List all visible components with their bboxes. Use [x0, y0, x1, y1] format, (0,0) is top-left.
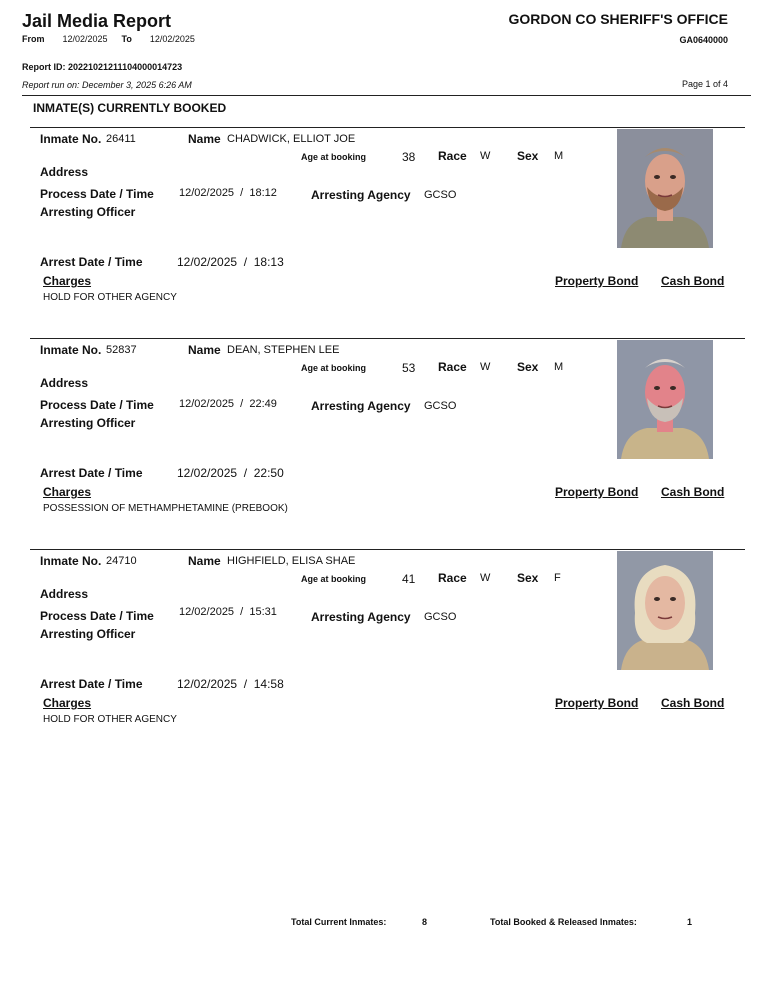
arrest-datetime: 12/02/2025 / 18:13: [177, 255, 284, 269]
from-date: 12/02/2025: [62, 34, 108, 44]
report-id: Report ID: 20221021211104000014723: [22, 62, 183, 72]
age-label: Age at booking: [301, 152, 366, 162]
section-title: INMATE(S) CURRENTLY BOOKED: [33, 101, 227, 115]
photo-eye: [670, 386, 676, 390]
race-label: Race: [438, 360, 467, 374]
race-value: W: [480, 361, 491, 373]
property-bond-label: Property Bond: [555, 274, 639, 288]
process-date: 12/02/2025: [179, 606, 235, 618]
process-label: Process Date / Time: [40, 187, 154, 201]
sex-label: Sex: [517, 571, 539, 585]
agency-label: Arresting Agency: [311, 188, 411, 202]
inmate-name: HIGHFIELD, ELISA SHAE: [227, 555, 356, 567]
cash-bond-label: Cash Bond: [661, 274, 725, 288]
mugshot-image: [617, 340, 713, 459]
process-time: 18:12: [249, 187, 277, 199]
report-run-on: Report run on: December 3, 2025 6:26 AM: [22, 80, 192, 90]
process-date: 12/02/2025: [179, 398, 235, 410]
agency-value: GCSO: [424, 611, 457, 623]
charges-label: Charges: [43, 274, 92, 288]
page-number: Page 1 of 4: [681, 79, 728, 89]
sex-value: M: [554, 361, 564, 373]
race-value: W: [480, 150, 491, 162]
arrest-datetime: 12/02/2025 / 14:58: [177, 677, 284, 691]
address-label: Address: [40, 587, 89, 601]
age-value: 38: [402, 150, 416, 164]
office-ori: GA0640000: [679, 35, 728, 45]
arrest-time: 14:58: [253, 677, 284, 691]
photo-eye: [654, 175, 660, 179]
date-range: [22, 34, 209, 44]
process-label: Process Date / Time: [40, 609, 154, 623]
arrest-label: Arrest Date / Time: [40, 466, 143, 480]
name-label: Name: [188, 554, 221, 568]
process-date: 12/02/2025: [179, 187, 235, 199]
inmate-record: [0, 127, 773, 327]
charges-label: Charges: [43, 696, 92, 710]
age-label: Age at booking: [301, 363, 366, 373]
report-title: Jail Media Report: [22, 11, 172, 31]
total-current-label: Total Current Inmates:: [291, 917, 387, 927]
photo-eye: [670, 175, 676, 179]
arrest-label: Arrest Date / Time: [40, 255, 143, 269]
mugshot-image: [617, 129, 713, 248]
property-bond-label: Property Bond: [555, 485, 639, 499]
inmate-no: 24710: [106, 555, 137, 567]
photo-face: [645, 576, 685, 630]
race-label: Race: [438, 571, 467, 585]
sex-value: F: [554, 572, 561, 584]
age-label: Age at booking: [301, 574, 366, 584]
charge-text: HOLD FOR OTHER AGENCY: [43, 714, 177, 725]
charge-text: HOLD FOR OTHER AGENCY: [43, 292, 177, 303]
arrest-time: 22:50: [253, 466, 284, 480]
from-label: From: [22, 34, 45, 44]
process-datetime: 12/02/2025 / 18:12: [179, 187, 277, 199]
office-name: GORDON CO SHERIFF'S OFFICE: [508, 11, 728, 27]
photo-eye: [654, 597, 660, 601]
agency-label: Arresting Agency: [311, 610, 411, 624]
agency-value: GCSO: [424, 400, 457, 412]
agency-value: GCSO: [424, 189, 457, 201]
to-date: 12/02/2025: [149, 34, 195, 44]
race-value: W: [480, 572, 491, 584]
arrest-datetime: 12/02/2025 / 22:50: [177, 466, 284, 480]
record-divider: [30, 549, 745, 550]
process-label: Process Date / Time: [40, 398, 154, 412]
photo-eye: [670, 597, 676, 601]
charges-label: Charges: [43, 485, 92, 499]
process-time: 22:49: [249, 398, 277, 410]
charge-text: POSSESSION OF METHAMPHETAMINE (PREBOOK): [43, 503, 288, 514]
name-label: Name: [188, 132, 221, 146]
inmate-no-label: Inmate No.: [40, 343, 102, 357]
race-label: Race: [438, 149, 467, 163]
mugshot-image: [617, 551, 713, 670]
sex-label: Sex: [517, 149, 539, 163]
total-released-label: Total Booked & Released Inmates:: [490, 917, 637, 927]
officer-label: Arresting Officer: [40, 627, 136, 641]
photo-eye: [654, 386, 660, 390]
total-released-value: 1: [687, 917, 693, 927]
process-datetime: 12/02/2025 / 22:49: [179, 398, 277, 410]
age-value: 41: [402, 572, 416, 586]
inmate-name: CHADWICK, ELLIOT JOE: [227, 133, 356, 145]
process-datetime: 12/02/2025 / 15:31: [179, 606, 277, 618]
arrest-date: 12/02/2025: [177, 466, 238, 480]
inmate-no-label: Inmate No.: [40, 132, 102, 146]
address-label: Address: [40, 376, 89, 390]
address-label: Address: [40, 165, 89, 179]
sex-label: Sex: [517, 360, 539, 374]
arrest-date: 12/02/2025: [177, 255, 238, 269]
name-label: Name: [188, 343, 221, 357]
cash-bond-label: Cash Bond: [661, 696, 725, 710]
officer-label: Arresting Officer: [40, 205, 136, 219]
to-label: To: [121, 34, 132, 44]
age-value: 53: [402, 361, 416, 375]
inmate-name: DEAN, STEPHEN LEE: [227, 344, 340, 356]
agency-label: Arresting Agency: [311, 399, 411, 413]
record-divider: [30, 338, 745, 339]
total-current-value: 8: [422, 917, 428, 927]
arrest-time: 18:13: [253, 255, 284, 269]
sex-value: M: [554, 150, 564, 162]
inmate-no: 52837: [106, 344, 137, 356]
cash-bond-label: Cash Bond: [661, 485, 725, 499]
inmate-record: [0, 338, 773, 538]
officer-label: Arresting Officer: [40, 416, 136, 430]
process-time: 15:31: [249, 606, 277, 618]
header-divider: [22, 95, 751, 96]
property-bond-label: Property Bond: [555, 696, 639, 710]
inmate-record: [0, 549, 773, 749]
mugshot-photo: [617, 129, 713, 248]
mugshot-photo: [617, 551, 713, 670]
arrest-label: Arrest Date / Time: [40, 677, 143, 691]
inmate-no: 26411: [106, 133, 136, 145]
record-divider: [30, 127, 745, 128]
inmate-no-label: Inmate No.: [40, 554, 102, 568]
mugshot-photo: [617, 340, 713, 459]
arrest-date: 12/02/2025: [177, 677, 238, 691]
